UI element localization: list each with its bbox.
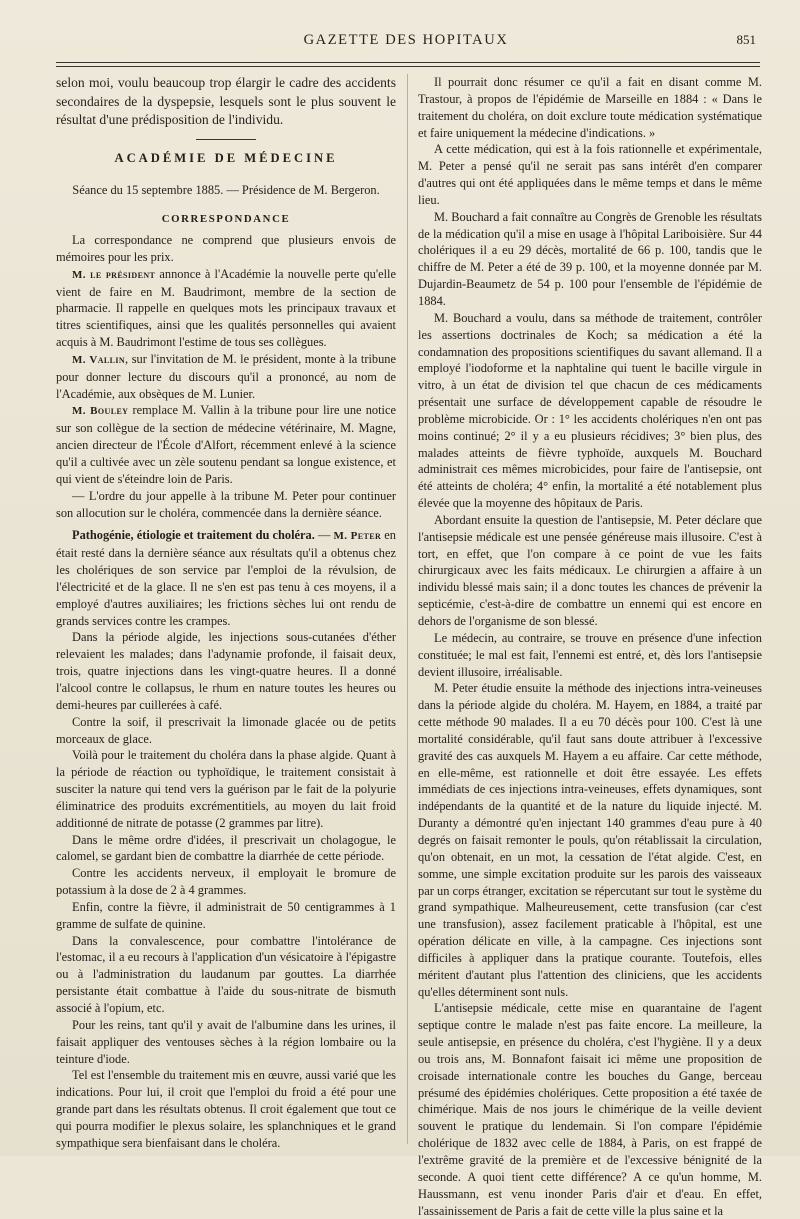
paragraph bbox=[56, 232, 396, 266]
speaker-name: M. Bouley bbox=[72, 405, 129, 418]
paragraph-text: en était resté dans la dernière séance aux résultats qu'il a obtenus chez les cholériques de son service par l'emploi de la révulsion, de l'électricité et de la glace. Il ne s'en est pas tenu à ces moyens, il a employé d'autres auxiliaires; les frictions sèches lui ont rendu de grands services contre les crampes. bbox=[56, 528, 396, 628]
paragraph-text: annonce à l'Académie la nouvelle perte qu'elle vient de faire en M. Baudrimont, membre de la section de pharmacie. Il rappelle en quelques mots les principaux travaux et titres scientifiques, ainsi que les qualités personnelles qui avaient acquis à M. Baudrimont l'estime de tous ses collègues. bbox=[56, 266, 396, 350]
paragraph: Dans le même ordre d'idées, il prescrivait un cholagogue, le calomel, se gardant bien de combattre la diarrhée de cette période. bbox=[56, 832, 396, 864]
page-number: 851 bbox=[736, 32, 756, 47]
paragraph: Dans la convalescence, pour combattre l'intolérance de l'estomac, il a eu recours à l'application d'un vésicatoire à l'épigastre ou à l'administration du laudanum par gouttes. La diarrhée persistante était combattue à l'aide du sous-nitrate de bismuth associé à l'opium, etc. bbox=[56, 933, 396, 1015]
paragraph bbox=[56, 488, 396, 522]
speaker-name: M. Vallin bbox=[72, 353, 126, 366]
header-rule-top bbox=[56, 62, 760, 63]
paragraph: Pour les reins, tant qu'il y avait de l'albumine dans les urines, il faisait appliquer des ventouses sèches à la région lombaire ou la teinture d'iode. bbox=[56, 1017, 396, 1066]
seance-line: Séance du 15 septembre 1885. — Présidence de M. Bergeron. bbox=[72, 183, 380, 198]
journal-title: GAZETTE DES HOPITAUX bbox=[303, 32, 509, 48]
paragraph: A cette médication, qui est à la fois rationnelle et expérimentale, M. Peter a pensé qu'il ne serait pas sans intérêt d'en comparer d'autres qui ont été appliquées dans le même temps et dans le même lieu. bbox=[418, 142, 762, 207]
paragraph: Voilà pour le traitement du choléra dans la phase algide. Quant à la période de réaction ou typhoïdique, le traitement consistait à susciter la nature qui tend vers la guérison par le fait de la polyurie éliminatrice des produits excrémentitiels, au moyen du lait froid additionné de nitrate de potasse (2 grammes par litre). bbox=[56, 748, 396, 830]
section-separator bbox=[196, 139, 256, 140]
paragraph: Contre la soif, il prescrivait la limonade glacée ou de petits morceaux de glace. bbox=[56, 714, 396, 746]
right-column bbox=[418, 74, 762, 1218]
speaker-name: M. Peter bbox=[333, 530, 382, 543]
paragraph: Contre les accidents nerveux, il employait le bromure de potassium à la dose de 2 à 4 grammes. bbox=[56, 866, 396, 898]
correspondance-title: CORRESPONDANCE bbox=[161, 213, 291, 226]
paragraph: Abordant ensuite la question de l'antisepsie, M. Peter déclare que l'antisepsie médicale est une pensée généreuse mais illusoire. C'est à tort, en effet, que l'on compare à ce point de vue les faits chirurgicaux avec les faits médicaux. Le chirurgien a affaire à un individu blessé mais sain; il a donc toutes les chances de prévenir la septicémie, c'est-à-dire de combattre un ennemi qui est encore en dehors de l'organisme de son blessé. bbox=[418, 512, 762, 628]
running-header bbox=[56, 30, 756, 52]
header-rule-bottom bbox=[56, 66, 760, 67]
paragraph-text: , sur l'invitation de M. le président, monte à la tribune pour donner lecture du discours qu'il a prononcé, au nom de l'Académie, aux obsèques de M. Lunier. bbox=[56, 351, 396, 401]
paragraph: M. Bouchard a fait connaître au Congrès de Grenoble les résultats de la médication qu'il a mise en usage à l'hôpital Lariboisière. Sur 44 cholériques il a eu 29 décès, mortalité de 66 p. 100, tandis que le chiffre de M. Peter a été de 39 p. 100, et la moyenne donnée par M. Dujardin-Beaumetz de 54 p. 100 pour l'ensemble de l'épidémie de 1884. bbox=[418, 209, 762, 308]
paragraph-text: remplace M. Vallin à la tribune pour lire une notice sur son collègue de la section de médecine vétérinaire, M. Magne, ancien directeur de l'École d'Alfort, récemment enlevé à la science qu'il a cultivée avec un zèle soutenu pendant sa longue existence, et qui vient de s'éteindre loin de Paris. bbox=[56, 403, 396, 486]
paragraph: Enfin, contre la fièvre, il administrait de 50 centigrammes à 1 gramme de sulfate de quinine. bbox=[56, 899, 396, 931]
section-title: ACADÉMIE DE MÉDECINE bbox=[114, 150, 338, 165]
paragraph: Il pourrait donc résumer ce qu'il a fait en disant comme M. Trastour, à propos de l'épidémie de Marseille en 1884 : « Dans le traitement du choléra, on doit exclure toute médication systématique et faire uniquement la médecine d'indications. » bbox=[418, 75, 762, 140]
paragraph bbox=[56, 266, 396, 351]
lead-paragraph: selon moi, voulu beaucoup trop élargir le cadre des accidents secondaires de la dyspepsie, lesquels sont le plus souvent le résultat d'une prédisposition de l'individu. bbox=[56, 75, 396, 127]
paragraph: L'antisepsie médicale, cette mise en quarantaine de l'agent septique contre le malade n'est pas faite encore. La meilleure, la seule antisepsie, en présence du choléra, c'est l'hygiène. Il y a deux ou trois ans, M. Bonnafont faisait ici même une proposition de croisade internationale contre les bouches du Gange, berceau présumé des épidémies cholériques. Cette proposition a été taxée de chimérique. Mais de nos jours le chimérique de la veille devient souvent le pratique du lendemain. Si l'on compare l'épidémie cholérique de 1832 avec celle de 1884, à Paris, on est frappé de l'extrême gravité de la première et de l'excessive bénignité de la seconde. A quoi tient cette différence? A ce qu'un homme, M. Haussmann, est venu inonder Paris d'air et d'eau. En effet, l'assainissement de Paris a fait de cette ville la plus saine et la bbox=[418, 1001, 762, 1218]
speaker-name: M. le président bbox=[72, 268, 156, 281]
column-divider bbox=[407, 74, 408, 1144]
subhead: Pathogénie, étiologie et traitement du choléra. bbox=[72, 528, 315, 543]
paragraph bbox=[56, 351, 396, 403]
paragraph: M. Bouchard a voulu, dans sa méthode de traitement, contrôler les assertions doctrinales de Koch; sa médication a été la condamnation des propositions scientifiques du savant allemand. Il a employé l'iodoforme et la naphtaline qui tuent le bacille virgule in vitro, à un état de division tel que chacun de ces médicaments présentait une surface de développement capable de résoudre le problème microbicide. Or : 1° les accidents cholériques n'en ont pas moins continué; 2° il y a eu plusieurs récidives; 3° bien plus, des malades atteints de fièvre typhoïde, auxquels M. Bouchard administrait ces mêmes microbicides, pour faire de l'antisepsie, ont été atteints de choléra; 4° enfin, la mortalité a été notablement plus élevée que la moyenne des hôpitaux de Paris. bbox=[418, 310, 762, 511]
paragraph-text: La correspondance ne comprend que plusieurs envois de mémoires pour les prix. bbox=[56, 233, 396, 264]
paragraph: Tel est l'ensemble du traitement mis en œuvre, aussi varié que les indications. Pour lui, il croit que l'emploi du froid a été pour une grande part dans les résultats obtenus. Il croit également que tout ce qui pourra modifier le plexus solaire, les splanchniques et le grand sympathique sera bienfaisant dans le choléra. bbox=[56, 1068, 396, 1150]
dash: — bbox=[314, 528, 334, 543]
left-column bbox=[56, 74, 396, 1150]
paragraph: Le médecin, au contraire, se trouve en présence d'une infection constituée; le mal est fait, l'ennemi est entré, et, dès lors l'antisepsie devient illusoire, irréalisable. bbox=[418, 630, 762, 679]
paragraph bbox=[56, 527, 396, 629]
paragraph bbox=[56, 402, 396, 487]
paragraph: Dans la période algide, les injections sous-cutanées d'éther relevaient les malades; dans l'adynamie profonde, il faisait deux, trois, quatre injections dans les vingt-quatre heures. Il a donné l'alcool contre le collapsus, le rhum en nature toutes les heures ou demi-heures par cuillerées à café. bbox=[56, 630, 396, 712]
paragraph: M. Peter étudie ensuite la méthode des injections intra-veineuses dans la période algide du choléra. M. Hayem, en 1884, a traité par cette méthode 90 malades. Il a eu 70 décès pour 100. C'est là une mortalité considérable, qu'il faut sans doute attribuer à l'excessive gravité des cas auxquels M. Hayem a eu affaire. Car cette méthode, en elle-même, est rationnelle et doit être essayée. Les effets immédiats de ces injections intra-veineuses, effets dynamiques, sont indépendants de la quantité et de la nature du liquide injecté. M. Duranty a démontré qu'en injectant 140 grammes d'eau pure à 40 degrés on faisait remonter le pouls, qu'on rétablissait la circulation, qu'on obtenait, en un mot, la cessation de l'état algide. C'est, en somme, une simple excitation produite sur les parois des vaisseaux par un corps étranger, excitation se répercutant sur tout le système du grand sympathique. Malheureusement, cette transfusion (car c'est une transfusion), assez facilement praticable à l'hôpital, est une opération délicate en ville, à la campagne. Ces injections sont difficiles à appliquer dans la pratique courante. Toutefois, elles méritent d'autant plus l'attention des cliniciens, que les accidents qu'elles déterminent sont nuls. bbox=[418, 681, 762, 999]
paragraph-text: — L'ordre du jour appelle à la tribune M. Peter pour continuer son allocution sur le choléra, commencée dans la dernière séance. bbox=[56, 488, 396, 520]
